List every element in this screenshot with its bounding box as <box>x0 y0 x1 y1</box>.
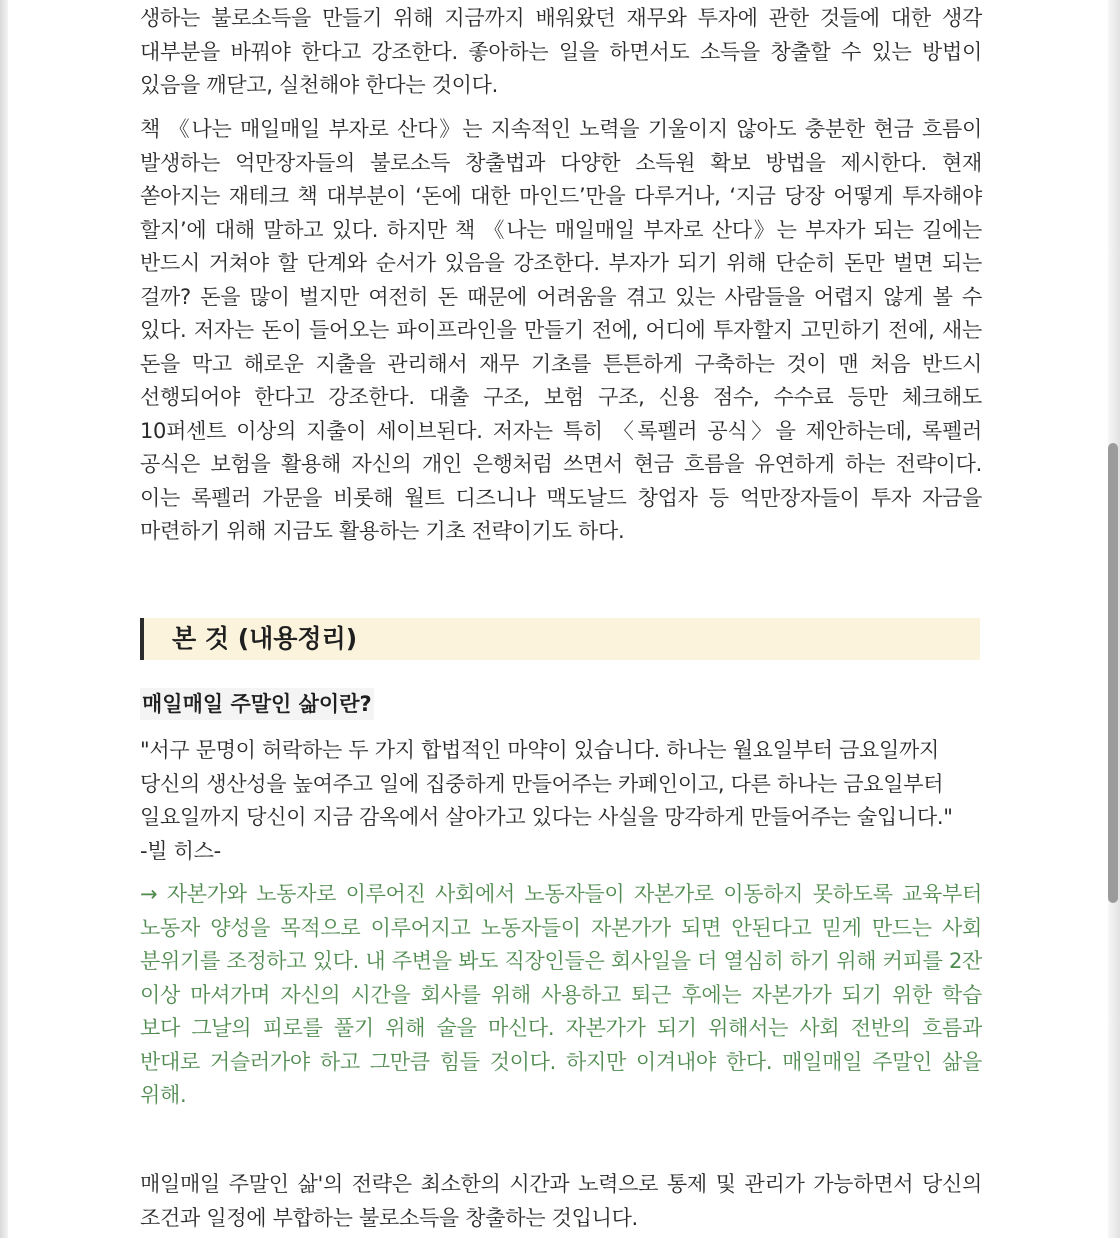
quote-block <box>140 734 982 868</box>
strategy-paragraph: 매일매일 주말인 삶'의 전략은 최소한의 시간과 노력으로 통제 및 관리가 가능하면서 당신의 조건과 일정에 부합하는 불로소득을 창출하는 것입니다. <box>140 1172 982 1230</box>
page-left-edge <box>0 0 8 1238</box>
quote-author: -빌 히스- <box>140 838 221 863</box>
quote-line: 당신의 생산성을 높여주고 일에 집중하게 만들어주는 카페인이고, 다른 하나는 금요일부터 <box>140 771 944 796</box>
book-summary-paragraph: 책 《나는 매일매일 부자로 산다》는 지속적인 노력을 기울이지 않아도 충분한 현금 흐름이 발생하는 억만장자들의 불로소득 창출법과 다양한 소득원 확보 방법을 제시한다. 현재 쏟아지는 재테크 책 대부분이 ‘돈에 대한 마인드’만을 다루거나, ‘지금 당장 어떻게 투자해야 할지’에 대해 말하고 있다. 하지만 책 《나는 매일매일 부자로 산다》는 부자가 되는 길에는 반드시 거쳐야 할 단계와 순서가 있음을 강조한다. 부자가 되기 위해 단순히 돈만 벌면 되는 걸까? 돈을 많이 벌지만 여전히 돈 때문에 어려움을 겪고 있는 사람들을 어렵지 않게 볼 수 있다. 저자는 돈이 들어오는 파이프라인을 만들기 전에, 어디에 투자할지 고민하기 전에, 새는 돈을 막고 해로운 지출을 관리해서 재무 기초를 튼튼하게 구축하는 것이 맨 처음 반드시 선행되어야 한다고 강조한다. 대출 구조, 보험 구조, 신용 점수, 수수료 등만 체크해도 10퍼센트 이상의 지출이 세이브된다. 저자는 특히 〈록펠러 공식〉을 제안하는데, 록펠러 공식은 보험을 활용해 자신의 개인 은행처럼 쓰면서 현금 흐름을 유연하게 하는 전략이다. 이는 록펠러 가문을 비롯해 월트 디즈니나 맥도날드 창업자 등 억만장자들이 투자 자금을 마련하기 위해 지금도 활용하는 기초 전략이기도 하다. <box>140 117 982 543</box>
subheading-weekend-life: 매일매일 주말인 삶이란? <box>140 688 374 720</box>
quote-line: 일요일까지 당신이 지금 감옥에서 살아가고 있다는 사실을 망각하게 만들어주는 술입니다." <box>140 805 953 829</box>
reader-comment: → 자본가와 노동자로 이루어진 사회에서 노동자들이 자본가로 이동하지 못하도록 교육부터 노동자 양성을 목적으로 이루어지고 노동자들이 자본가가 되면 안된다고 믿게 만드는 사회 분위기를 조정하고 있다. 내 주변을 봐도 직장인들은 회사일을 더 열심히 하기 위해 커피를 2잔 이상 마셔가며 자신의 시간을 회사를 위해 사용하고 퇴근 후에는 자본가가 되기 위한 학습 보다 그날의 피로를 풀기 위해 술을 마신다. 자본가가 되기 위해서는 사회 전반의 흐름과 반대로 거슬러가야 하고 그만큼 힘들 것이다. 하지만 이겨내야 한다. 매일매일 주말인 삶을 위해. <box>140 882 982 1107</box>
intro-paragraph-end: 생하는 불로소득을 만들기 위해 지금까지 배워왔던 재무와 투자에 관한 것들에 대한 생각 대부분을 바꿔야 한다고 강조한다. 좋아하는 일을 하면서도 소득을 창출할 수 있는 방법이 있음을 깨닫고, 실천해야 한다는 것이다. <box>140 6 982 97</box>
scrollbar-track[interactable] <box>1108 0 1120 1238</box>
quote-line: "서구 문명이 허락하는 두 가지 합법적인 마약이 있습니다. 하나는 월요일부터 금요일까지 <box>140 738 939 762</box>
section-heading: 본 것 (내용정리) <box>140 618 980 660</box>
scrollbar-thumb[interactable] <box>1108 443 1118 903</box>
